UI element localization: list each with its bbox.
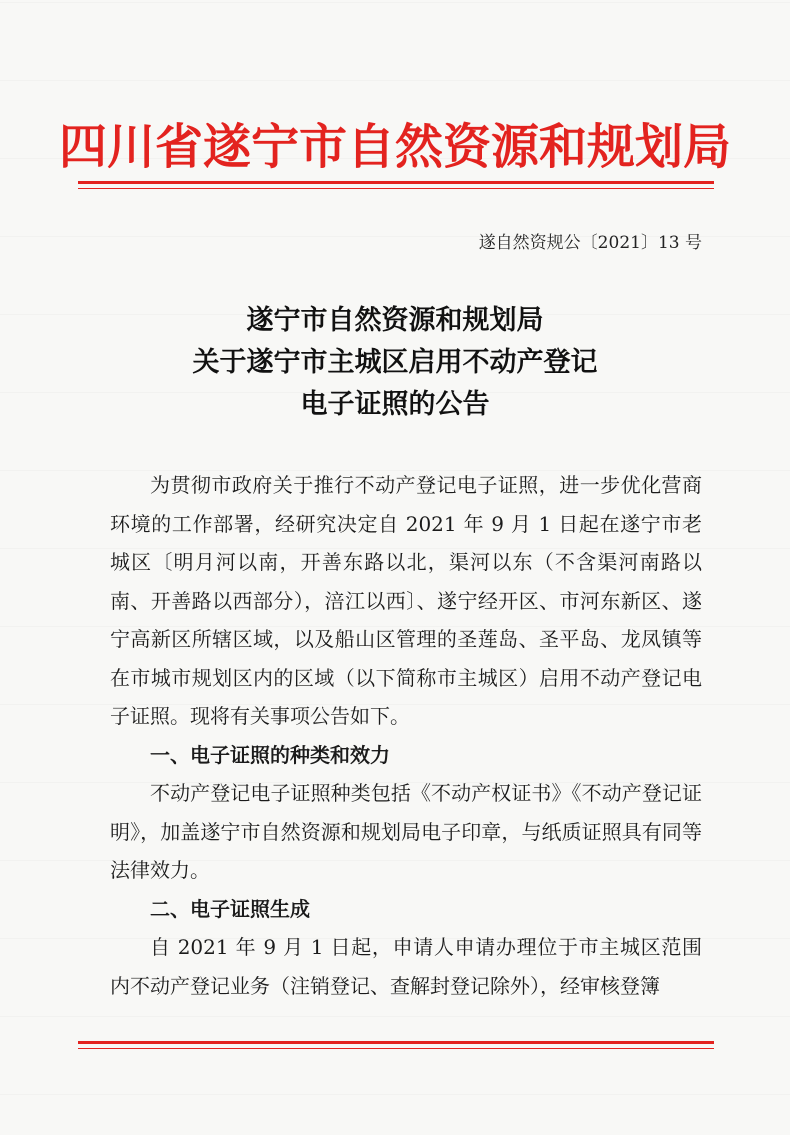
notice-title-line-1: 遂宁市自然资源和规划局: [246, 305, 544, 336]
notice-title-line-2: 关于遂宁市主城区启用不动产登记: [192, 347, 598, 378]
document-number: 遂自然资规公〔2021〕13 号: [478, 233, 702, 253]
letterhead-red-rule: [78, 181, 714, 184]
notice-body: [110, 466, 702, 1005]
agency-letterhead-title: 四川省遂宁市自然资源和规划局: [58, 119, 731, 175]
section-1-heading: 一、电子证照的种类和效力: [150, 742, 390, 767]
notice-title-line-3: 电子证照的公告: [300, 389, 490, 420]
intro-paragraph: 为贯彻市政府关于推行不动产登记电子证照，进一步优化营商环境的工作部署，经研究决定自 2021 年 9 月 1 日起在遂宁市老城区〔明月河以南，开善东路以北，渠河以东（不含渠河南路以南、开善路以西部分），涪江以西〕、遂宁经开区、市河东新区、遂宁高新区所辖区域，以及船山区管理的圣莲岛、圣平岛、龙凤镇等在市城市规划区内的区域（以下简称市主城区）启用不动产登记电子证照。现将有关事项公告如下。: [110, 473, 702, 728]
section-1-paragraph: 不动产登记电子证照种类包括《不动产权证书》《不动产登记证明》，加盖遂宁市自然资源和规划局电子印章，与纸质证照具有同等法律效力。: [110, 781, 702, 882]
section-2-heading: 二、电子证照生成: [150, 896, 310, 921]
notice-title: [0, 300, 790, 426]
section-2-paragraph: 自 2021 年 9 月 1 日起，申请人申请办理位于市主城区范围内不动产登记业务（注销登记、查解封登记除外），经审核登簿: [110, 935, 702, 998]
footer-red-rule: [78, 1041, 714, 1044]
